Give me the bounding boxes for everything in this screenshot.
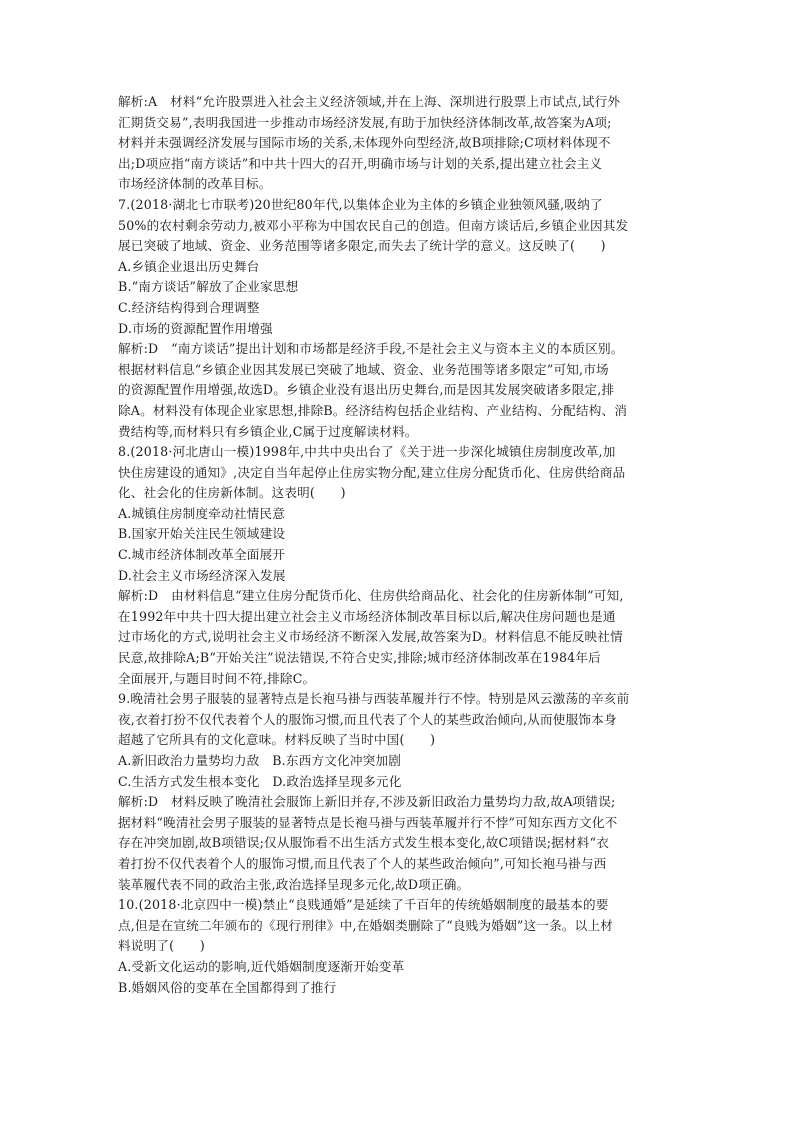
option-row-cd: C.生活方式发生根本变化 D.政治选择呈现多元化 — [118, 773, 402, 789]
analysis-6 — [118, 92, 680, 195]
option-b: B.国家开始关注民生领域建设 — [118, 526, 286, 542]
question-stem: 7.(2018·湖北七市联考)20世纪80年代,以集体企业为主体的乡镇企业独领风骚,吸纳了 — [118, 196, 603, 212]
option-b: B.婚姻风俗的变革在全国都得到了推行 — [118, 979, 337, 995]
text-line: 根据材料信息“乡镇企业因其发展已突破了地域、资金、业务范围等诸多限定”可知,市场 — [118, 361, 609, 377]
text-line: 出;D项应指“南方谈话”和中共十四大的召开,明确市场与计划的关系,提出建立社会主义 — [118, 155, 603, 171]
text-line: 的资源配置作用增强,故选D。乡镇企业没有退出历史舞台,而是因其发展突破诸多限定,排 — [118, 382, 615, 398]
option-d: D.社会主义市场经济深入发展 — [118, 567, 286, 583]
text-line: 材料并未强调经济发展与国际市场的关系,未体现外向型经济,故B项排除;C项材料体现不 — [118, 135, 611, 151]
question-stem: 展已突破了地域、资金、业务范围等诸多限定,而失去了统计学的意义。这反映了( ) — [118, 238, 606, 254]
question-stem: 8.(2018·河北唐山一模)1998年,中共中央出台了《关于进一步深化城镇住房制度改革,加 — [118, 444, 616, 460]
option-row-ab: A.新旧政治力量势均力敌 B.东西方文化冲突加剧 — [118, 753, 402, 768]
option-d: D.市场的资源配置作用增强 — [118, 320, 273, 336]
analysis-7 — [118, 339, 680, 442]
text-line: 解析:D 由材料信息“建立住房分配货币化、住房供给商品化、社会化的住房新体制”可知, — [118, 588, 624, 604]
text-line: 过市场化的方式,说明社会主义市场经济不断深入发展,故答案为D。材料信息不能反映社情 — [118, 629, 623, 645]
question-7 — [118, 195, 680, 339]
text-line: 装革履代表不同的政治主张,政治选择呈现多元化,故D项正确。 — [118, 876, 470, 892]
text-line: 解析:A 材料“允许股票进入社会主义经济领域,并在上海、深圳进行股票上市试点,试行外 — [118, 94, 621, 109]
question-stem: 超越了它所具有的文化意味。材料反映了当时中国( ) — [118, 732, 436, 748]
question-stem: 点,但是在宣统二年颁布的《现行刑律》中,在婚姻类删除了“良贱为婚姻”这一条。以上材 — [118, 917, 614, 933]
question-stem: 夜,衣着打扮不仅代表着个人的服饰习惯,而且代表了个人的某些政治倾向,从而使服饰本身 — [118, 711, 617, 727]
text-line: 民意,故排除A;B“开始关注”说法错误,不符合史实,排除;城市经济体制改革在1984年后 — [118, 650, 601, 666]
text-line: 解析:D 材料反映了晚清社会服饰上新旧并存,不涉及新旧政治力量势均力敌,故A项错误; — [118, 794, 616, 810]
analysis-9 — [118, 792, 680, 895]
option-a: A.城镇住房制度牵动社情民意 — [118, 505, 286, 521]
text-line: 解析:D “南方谈话”提出计划和市场都是经济手段,不是社会主义与资本主义的本质区别。 — [118, 341, 624, 357]
question-stem: 9.晚清社会男子服装的显著特点是长袍马褂与西装革履并行不悖。特别是风云激荡的辛亥前 — [118, 691, 630, 707]
analysis-8 — [118, 586, 680, 689]
option-a: A.受新文化运动的影响,近代婚姻制度逐渐开始变革 — [118, 958, 405, 974]
question-stem: 化、社会化的住房新体制。这表明( ) — [118, 485, 346, 501]
question-8 — [118, 442, 680, 586]
question-stem: 快住房建设的通知》,决定自当年起停止住房实物分配,建立住房分配货币化、住房供给商品 — [118, 464, 626, 480]
text-line: 市场经济体制的改革目标。 — [118, 176, 272, 192]
option-a: A.乡镇企业退出历史舞台 — [118, 258, 260, 274]
text-line: 在1992年中共十四大提出建立社会主义市场经济体制改革目标以后,解决住房问题也是通 — [118, 608, 616, 624]
text-line: 全面展开,与题目时间不符,排除C。 — [118, 670, 316, 686]
text-line: 除A。材料没有体现企业家思想,排除B。经济结构包括企业结构、产业结构、分配结构、消 — [118, 402, 628, 418]
question-stem: 10.(2018·北京四中一模)禁止“良贱通婚”是延续了千百年的传统婚姻制度的最基本的要 — [118, 897, 609, 913]
document-page — [118, 92, 680, 998]
text-line: 费结构等,而材料只有乡镇企业,C属于过度解读材料。 — [118, 423, 418, 439]
text-line: 存在冲突加剧,故B项错误;仅从服饰看不出生活方式发生根本变化,故C项错误;据材料“衣 — [118, 835, 610, 851]
question-stem: 料说明了( ) — [118, 938, 205, 954]
option-c: C.城市经济体制改革全面展开 — [118, 547, 286, 563]
question-10 — [118, 895, 680, 998]
option-c: C.经济结构得到合理调整 — [118, 299, 260, 315]
text-line: 据材料“晚清社会男子服装的显著特点是长袍马褂与西装革履并行不悖”可知东西方文化不 — [118, 814, 618, 830]
text-line: 着打扮不仅代表着个人的服饰习惯,而且代表了个人的某些政治倾向”,可知长袍马褂与西 — [118, 855, 607, 871]
option-b: B.“南方谈话”解放了企业家思想 — [118, 279, 299, 295]
question-9 — [118, 689, 680, 792]
question-stem: 50%的农村剩余劳动力,被邓小平称为中国农民自己的创造。但南方谈话后,乡镇企业因其发 — [118, 217, 629, 233]
text-line: 汇期货交易”,表明我国进一步推动市场经济发展,有助于加快经济体制改革,故答案为A项; — [118, 114, 612, 130]
